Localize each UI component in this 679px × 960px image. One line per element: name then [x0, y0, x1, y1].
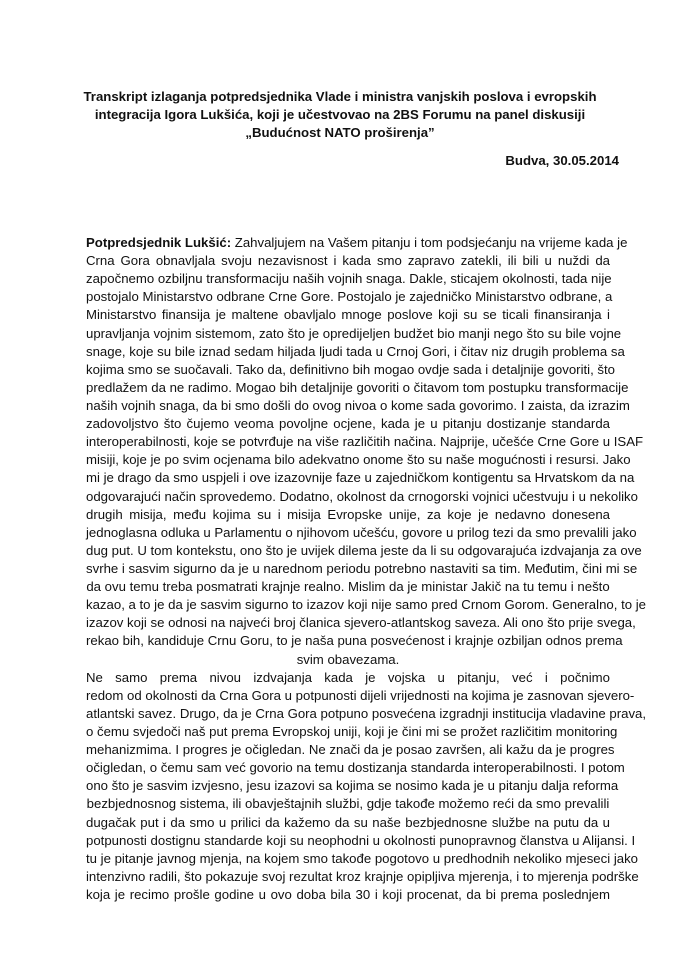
- title-line-1: Transkript izlaganja potpredsjednika Vlade i ministra vanjskih poslova i evropskih: [83, 89, 597, 104]
- body-line: kojima smo se suočavali. Tako da, definitivno bih mogao ovdje sada i detaljnije govoriti, što: [86, 361, 616, 377]
- body-line-text: Zahvaljujem na Vašem pitanju i tom podsjećanju na vrijeme kada je: [234, 235, 628, 250]
- body-line: tu je pitanje javnog mjenja, na kojem smo takođe pogotovo u predhodnih nekoliko mjeseci jako: [86, 850, 639, 866]
- body-line: misiji, koje je po svim ocjenama bilo adekvatno onome što su naše mogućnosti i resursi. Jako: [86, 452, 631, 468]
- body-line: svrhe i sasvim sigurno da je u narednom periodu potrebno nastaviti sa tim. Međutim, čini mi se: [86, 560, 638, 576]
- body-line: Crna Gora obnavljala svoju nezavisnost i kada smo zapravo zatekli, ili bili u nuždi da: [86, 253, 610, 269]
- body-line: [86, 234, 628, 252]
- document-title: [70, 88, 610, 142]
- title-line-2: integracija Igora Lukšića, koji je učestvovao na 2BS Forumu na panel diskusiji: [94, 107, 586, 122]
- body-line: postojalo Ministarstvo odbrane Crne Gore. Postojalo je zajedničko Ministarstvo odbrane, a: [86, 289, 613, 305]
- body-line: mi je drago da smo uspjeli i ove izazovnije faze u zajedničkom kontigentu sa Hrvatskom da na: [86, 470, 635, 486]
- body-line: interoperabilnosti, koje se potvrđuje na više različitih načina. Najprije, učešće Crne Gore u ISAF: [86, 434, 644, 450]
- title-line-3: „Budućnost NATO proširenja”: [245, 125, 435, 140]
- body-line: potpunosti dostignu standarde koji su neophodni u okolnosti punopravnog članstva u Alijansi. I: [86, 832, 636, 848]
- body-line: naših vojnih snaga, da bi smo došli do ovog nivoa o kome sada govorimo. I zaista, da izrazim: [86, 397, 630, 413]
- body-line: intenzivno radili, što pokazuje svoj rezultat kroz krajnje opipljiva mjerenja, i to mjerenja podrške: [86, 868, 639, 884]
- body-line: kazao, a to je da je sasvim sigurno to izazov koji nije samo pred Crnom Gorom. Generalno, to je: [86, 597, 646, 613]
- transcript-body: [86, 234, 647, 904]
- body-line: snage, koje su bile iznad sedam hiljada ljudi tada u Crnoj Gori, i čitav niz drugih problema sa: [86, 343, 625, 359]
- body-line: o čemu svjedoči naš put prema Evropskoj uniji, koji je čini mi se prožet različitim monitoring: [86, 723, 618, 739]
- body-line: redom od okolnosti da Crna Gora u potpunosti dijeli vrijednosti na kojima je zasnovan sjevero-: [86, 687, 635, 703]
- body-line: izazov koji se odnosi na najveći broj članica sjevero-atlantskog saveza. Ali ono što prije svega,: [86, 615, 636, 631]
- body-line: Ne samo prema nivou izdvajanja kada je vojska u pitanju, već i počnimo: [86, 669, 610, 685]
- body-line: bezbjednosnog sistema, ili obavještajnih službi, gdje takođe možemo reći da smo prevalili: [86, 796, 610, 812]
- body-line: Ministarstvo finansija je maltene obavljalo mnoge poslove koji su se ticali finansiranja i: [86, 307, 610, 323]
- body-line: svim obavezama.: [296, 651, 400, 667]
- body-line: koja je recimo prošle godine u ovo doba bila 30 i koji procenat, da bi prema poslednjem: [86, 886, 610, 902]
- body-line: da ovu temu treba posmatrati krajnje realno. Mislim da je ministar Jakič na tu temu i nešto: [86, 579, 610, 595]
- body-line: dugačak put i da smo u prilici da kažemo da su naše bezbjednosne službe na putu da u: [86, 814, 610, 830]
- speaker-label: Potpredsjednik Lukšić:: [86, 235, 232, 250]
- body-line: upravljanja vojnim sistemom, zato što je opredijeljen budžet bio manji nego što su bile vojne: [86, 325, 622, 341]
- body-line: očigledan, o čemu sam već govorio na temu dostizanja standarda interoperabilnosti. I potom: [86, 760, 625, 776]
- document-date: Budva, 30.05.2014: [505, 153, 619, 168]
- body-line: ono što je sasvim izvjesno, jesu izazovi sa kojima se nosimo kada je u pitanju dalja reforma: [86, 778, 619, 794]
- body-line: dug put. U tom kontekstu, ono što je uvijek dilema jeste da li su odgovarajuća izdvajanja za ove: [86, 542, 642, 558]
- body-line: mehanizmima. I progres je očigledan. Ne znači da je posao završen, ali kažu da je progres: [86, 742, 615, 758]
- body-line: odgovarajući način sprovedemo. Dodatno, okolnost da crnogorski vojnici učestvuju i u nekoliko: [86, 488, 638, 504]
- body-line: zadovoljstvo što čujemo veoma povoljne ocjene, kada je u pitanju dostizanje standarda: [86, 416, 610, 432]
- body-line: jednoglasna odluka u Parlamentu o njihovom učešću, govore u prilog tezi da smo prevalili jako: [86, 524, 637, 540]
- body-line: atlantski savez. Drugo, da je Crna Gora potpuno posvećena izgradnji institucija vladavine prava,: [86, 705, 647, 721]
- body-line: predlažem da ne radimo. Mogao bih detaljnije govoriti o čitavom tom postupku transformacije: [86, 379, 629, 395]
- body-line: rekao bih, kandiduje Crnu Goru, to je naša puna posvećenost i krajnje ozbiljan odnos prema: [86, 633, 623, 649]
- body-line: drugih misija, među kojima su i misija Evropske unije, za koje je nedavno donesena: [86, 506, 610, 522]
- body-line: započnemo ozbiljnu transformaciju naših vojnih snaga. Dakle, sticajem okolnosti, tada nije: [86, 271, 612, 287]
